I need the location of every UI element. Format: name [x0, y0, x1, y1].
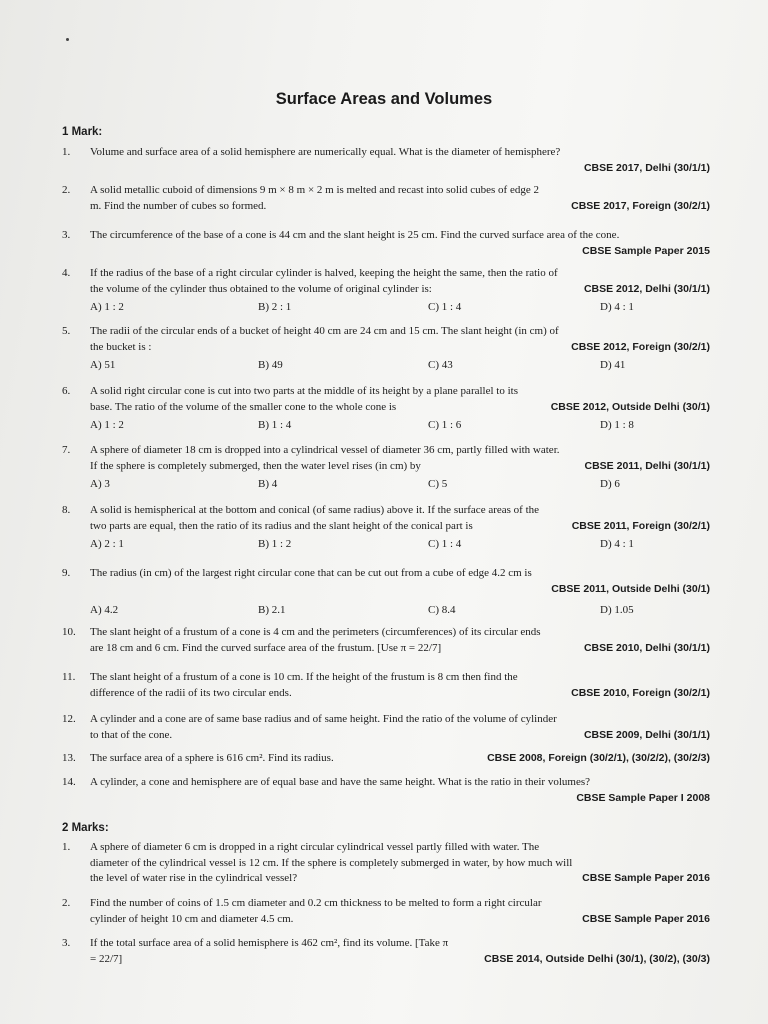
question-text: A cylinder and a cone are of same base radius and of same height. Find the ratio of the volume of cylinder to that of the cone. [90, 713, 557, 741]
option-c: C) 43 [428, 359, 453, 371]
question-2m-3 [62, 936, 710, 967]
question-number: 1. [62, 146, 71, 158]
option-d: D) 6 [600, 478, 620, 490]
option-a: A) 3 [90, 478, 110, 490]
question-number: 9. [62, 567, 71, 579]
question-text: The radii of the circular ends of a bucket of height 40 cm are 24 cm and 15 cm. The slant height (in cm) of the bucket is : [90, 325, 559, 353]
option-b: B) 2.1 [258, 604, 286, 616]
question-source: CBSE Sample Paper I 2008 [576, 791, 710, 804]
question-number: 2. [62, 184, 71, 196]
question-number: 14. [62, 776, 76, 788]
option-d: D) 41 [600, 359, 626, 371]
page-title: Surface Areas and Volumes [275, 90, 493, 108]
option-a: A) 4.2 [90, 604, 119, 616]
question-source: CBSE 2010, Delhi (30/1/1) [583, 641, 710, 654]
question-11 [62, 670, 710, 701]
option-b: B) 49 [258, 359, 283, 371]
option-a: A) 51 [90, 359, 116, 371]
option-a: A) 1 : 2 [90, 419, 124, 431]
question-number: 6. [62, 385, 71, 397]
question-number: 4. [62, 267, 71, 279]
question-text: A solid is hemispherical at the bottom and conical (of same radius) above it. If the surface areas of the two parts are equal, then the ratio of its radius and the slant height of the conical part is [90, 504, 540, 532]
question-2 [62, 183, 710, 214]
question-text: Volume and surface area of a solid hemisphere are numerically equal. What is the diameter of hemisphere? [90, 146, 561, 158]
question-source: CBSE 2008, Foreign (30/2/1), (30/2/2), (30/2/3) [487, 752, 710, 764]
question-7 [62, 443, 710, 493]
section-heading-2-marks: 2 Marks: [62, 822, 109, 834]
question-source: CBSE 2017, Delhi (30/1/1) [583, 161, 710, 174]
option-c: C) 8.4 [428, 604, 456, 616]
question-number: 3. [62, 229, 71, 241]
question-number: 5. [62, 325, 71, 337]
option-d: D) 4 : 1 [600, 538, 634, 550]
question-text: The slant height of a frustum of a cone is 4 cm and the perimeters (circumferences) of its circular ends are 18 cm and 6 cm. Find the curved surface area of the frustum. [Use π = 22/7] [90, 626, 541, 654]
question-number: 10. [62, 626, 76, 638]
option-c: C) 5 [428, 478, 448, 490]
question-text: The slant height of a frustum of a cone is 10 cm. If the height of the frustum is 8 cm then find the difference of the radii of its two circular ends. [90, 671, 518, 699]
paper-mark [66, 38, 69, 41]
question-number: 7. [62, 444, 71, 456]
question-text: A cylinder, a cone and hemisphere are of equal base and have the same height. What is the ratio in their volumes? [90, 776, 590, 788]
answer-options [90, 537, 710, 553]
question-13 [62, 751, 710, 767]
answer-options [90, 603, 710, 619]
option-c: C) 1 : 4 [428, 538, 462, 550]
question-6 [62, 384, 710, 434]
option-d: D) 4 : 1 [600, 301, 634, 313]
option-b: B) 2 : 1 [258, 301, 292, 313]
question-2m-2 [62, 896, 710, 927]
question-source: CBSE 2012, Outside Delhi (30/1) [550, 400, 710, 413]
answer-options [90, 418, 710, 434]
question-text: A sphere of diameter 18 cm is dropped into a cylindrical vessel of diameter 36 cm, partly filled with water. If the sphere is completely submerged, then the water level rises (in cm) by [90, 444, 560, 472]
question-source: CBSE 2012, Delhi (30/1/1) [583, 282, 710, 295]
option-b: B) 1 : 4 [258, 419, 292, 431]
question-source: CBSE Sample Paper 2016 [582, 872, 710, 884]
question-5 [62, 324, 710, 374]
question-text: The circumference of the base of a cone is 44 cm and the slant height is 25 cm. Find the curved surface area of the cone. [90, 229, 620, 241]
question-8 [62, 503, 710, 553]
question-source: CBSE Sample Paper 2015 [582, 244, 710, 257]
question-number: 8. [62, 504, 71, 516]
option-a: A) 1 : 2 [90, 301, 124, 313]
question-source: CBSE 2011, Delhi (30/1/1) [584, 459, 710, 472]
question-text: Find the number of coins of 1.5 cm diameter and 0.2 cm thickness to be melted to form a right circular cylinder of height 10 cm and diameter 4.5 cm. [90, 897, 542, 925]
option-b: B) 1 : 2 [258, 538, 292, 550]
answer-options [90, 300, 710, 316]
option-c: C) 1 : 4 [428, 301, 462, 313]
section-heading-1-mark: 1 Mark: [62, 126, 103, 138]
question-4 [62, 266, 710, 316]
question-3 [62, 228, 710, 259]
question-text: A solid right circular cone is cut into two parts at the middle of its height by a plane parallel to its base. The ratio of the volume of the smaller cone to the whole cone is [90, 385, 518, 413]
question-source: CBSE 2010, Foreign (30/2/1) [571, 686, 710, 699]
question-source: CBSE 2011, Outside Delhi (30/1) [551, 582, 710, 595]
question-source: CBSE 2012, Foreign (30/2/1) [571, 340, 710, 353]
answer-options [90, 477, 710, 493]
question-number: 13. [62, 752, 76, 764]
question-number: 11. [62, 671, 76, 683]
question-text: If the radius of the base of a right circular cylinder is halved, keeping the height the same, then the ratio of the volume of the cylinder thus obtained to the volume of original cylinder is: [90, 267, 558, 295]
question-2m-1 [62, 840, 710, 887]
answer-options [90, 358, 710, 374]
question-10 [62, 625, 710, 656]
question-number: 1. [62, 841, 71, 853]
question-text: The surface area of a sphere is 616 cm². Find its radius. [90, 752, 334, 764]
question-number: 12. [62, 713, 76, 725]
question-source: CBSE Sample Paper 2016 [582, 912, 710, 925]
question-source: CBSE 2017, Foreign (30/2/1) [571, 199, 710, 212]
option-b: B) 4 [258, 478, 278, 490]
question-12 [62, 712, 710, 743]
option-c: C) 1 : 6 [428, 419, 462, 431]
question-9 [62, 566, 710, 619]
option-d: D) 1.05 [600, 604, 634, 616]
question-text: The radius (in cm) of the largest right circular cone that can be cut out from a cube of edge 4.2 cm is [90, 567, 532, 579]
question-source: CBSE 2011, Foreign (30/2/1) [571, 519, 710, 532]
option-a: A) 2 : 1 [90, 538, 124, 550]
option-d: D) 1 : 8 [600, 419, 634, 431]
question-source: CBSE 2014, Outside Delhi (30/1), (30/2), (30/3) [484, 952, 710, 965]
question-1 [62, 145, 710, 176]
question-text: A sphere of diameter 6 cm is dropped in a right circular cylindrical vessel partly filled with water. The diameter of the cylindrical vessel is 12 cm. If the sphere is completely submerged in water, by how much will the level of water rise in the cylindrical vessel? [90, 841, 573, 884]
question-source: CBSE 2009, Delhi (30/1/1) [583, 728, 710, 741]
question-text: If the total surface area of a solid hemisphere is 462 cm², find its volume. [Take π = 22/7] [90, 937, 449, 965]
question-14 [62, 775, 710, 806]
question-text: A solid metallic cuboid of dimensions 9 m × 8 m × 2 m is melted and recast into solid cubes of edge 2 m. Find the number of cubes so formed. [90, 184, 539, 212]
question-number: 3. [62, 937, 71, 949]
question-number: 2. [62, 897, 71, 909]
